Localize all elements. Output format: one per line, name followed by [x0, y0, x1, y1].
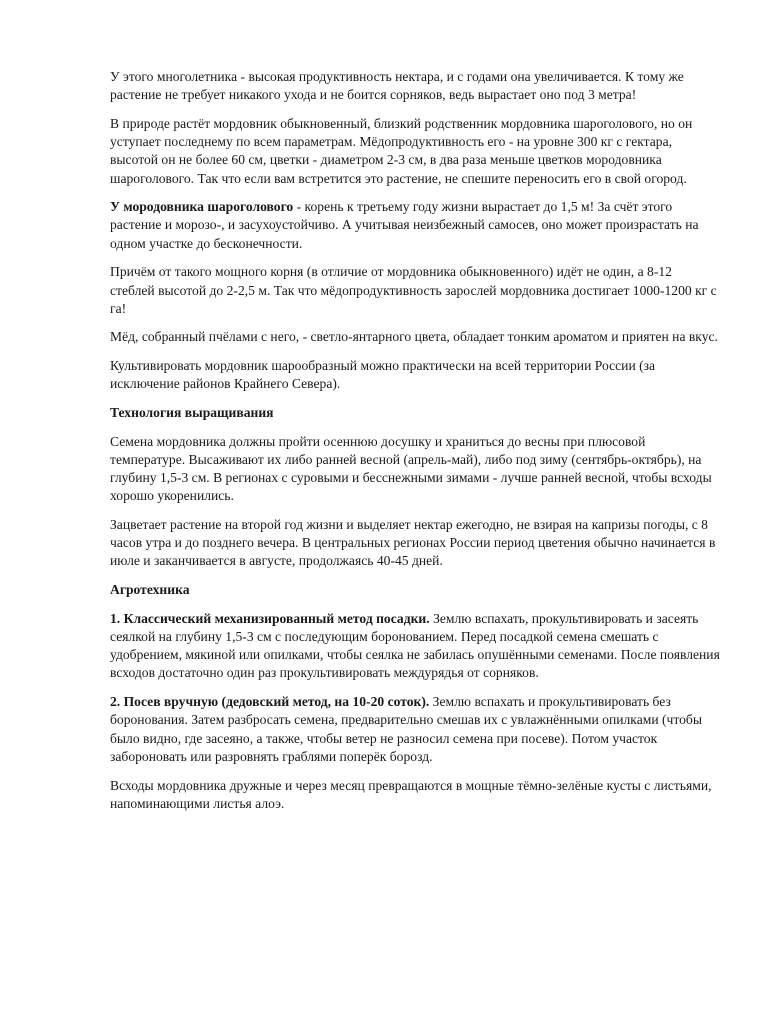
paragraph-stems [110, 263, 720, 318]
paragraph-method-manual [110, 693, 720, 766]
paragraph-common-species [110, 115, 720, 188]
paragraph-text: Землю вспахать и прокультивировать без боронования. Затем разбросать семена, предварительно смешав их с увлажнёнными опилками (чтобы было видно, где засеяно, а также, чтобы ветер не разносил семена при посеве). Потом участок забороновать или разровнять граблями поперёк борозд. [110, 694, 702, 764]
paragraph-text: У этого многолетника - высокая продуктивность нектара, и с годами она увеличивается. К тому же растение не требует никакого ухода и не боится сорняков, ведь вырастает оно под 3 метра! [110, 69, 684, 103]
paragraph-productivity [110, 68, 720, 104]
heading-technology: Технология выращивания [110, 405, 274, 421]
paragraph-text: Землю вспахать, прокультивировать и засеять сеялкой на глубину 1,5-3 см с последующим боронованием. Перед посадкой семена смешать с удобрением, мякиной или опилками, чтобы сеялка не забилась опушёнными семенами. После появления всходов достаточно один раз прокультивировать междурядья от сорняков. [110, 610, 720, 681]
paragraph-text: Культивировать мордовник шарообразный можно практически на всей территории России (за исключение районов Крайнего Севера). [110, 358, 656, 392]
paragraph-text: Мёд, собранный пчёлами с него, - светло-янтарного цвета, обладает тонким ароматом и приятен на вкус. [110, 329, 718, 345]
paragraph-bold-lead: 1. Классический механизированный метод посадки. [110, 610, 430, 626]
paragraph-text: - корень к третьему году жизни вырастает до 1,5 м! За счёт этого растение и морозо-, и засухоустойчиво. А учитывая неизбежный самосев, оно может произрастать на одном участке до бесконечности. [110, 199, 699, 251]
paragraph-honey [110, 328, 720, 346]
paragraph-bold-lead: У мородовника шароголового [110, 199, 294, 215]
paragraph-method-mechanized [110, 610, 720, 683]
paragraph-text: Всходы мордовника дружные и через месяц превращаются в мощные тёмно-зелёные кусты с листьями, напоминающими листья алоэ. [110, 777, 712, 811]
paragraph-text: Причём от такого мощного корня (в отличие от мордовника обыкновенного) идёт не один, а 8-12 стеблей высотой до 2-2,5 м. Так что мёдопродуктивность зарослей мордовника достигает 1000-1200 кг с га! [110, 264, 717, 316]
paragraph-sprouts [110, 777, 720, 813]
paragraph-seeds [110, 433, 720, 506]
paragraph-root [110, 198, 720, 253]
paragraph-text: Зацветает растение на второй год жизни и выделяет нектар ежегодно, не взирая на капризы погоды, с 8 часов утра и до позднего вечера. В центральных регионах России период цветения обычно начинается в июле и заканчивается в августе, продолжаясь 40-45 дней. [110, 517, 716, 569]
paragraph-blooming [110, 516, 720, 571]
paragraph-text: В природе растёт мордовник обыкновенный, близкий родственник мордовника шароголового, но он уступает последнему по всем параметрам. Мёдопродуктивность его - на уровне 300 кг с гектара, высотой он не более 60 см, цветки - диаметром 2-3 см, в два раза меньше цветков мородовника шароголового. Так что если вам встретится это растение, не спешите переносить его в свой огород. [110, 115, 693, 186]
paragraph-text: Семена мордовника должны пройти осеннюю досушку и храниться до весны при плюсовой температуре. Высаживают их либо ранней весной (апрель-май), либо под зиму (сентябрь-октябрь), на глубину 1,5-3 см. В регионах с суровыми и бесснежными зимами - лучше ранней весной, чтобы всходы хорошо укоренились. [110, 433, 712, 504]
document-body [110, 68, 720, 823]
paragraph-bold-lead: 2. Посев вручную (дедовский метод, на 10-20 соток). [110, 694, 430, 710]
heading-agrotechnics: Агротехника [110, 582, 190, 598]
paragraph-cultivation-area [110, 357, 720, 393]
